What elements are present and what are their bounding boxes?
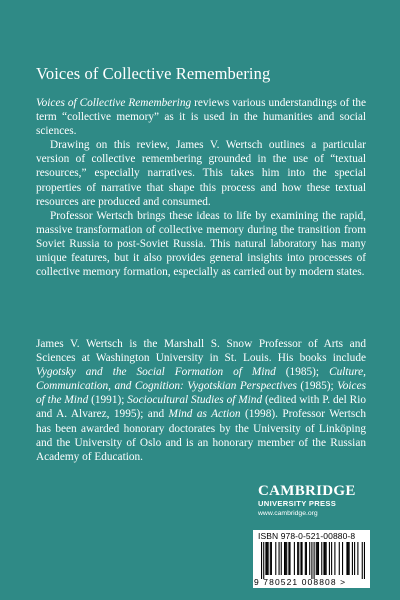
barcode-bar — [289, 542, 290, 575]
barcode-bar — [323, 542, 324, 575]
bio-text: (1985); — [275, 366, 330, 379]
publisher-name: CAMBRIDGE — [258, 483, 356, 499]
barcode-bar — [268, 542, 269, 575]
barcode-bar — [288, 542, 289, 575]
barcode-bar — [339, 542, 340, 575]
barcode-bar — [284, 542, 285, 575]
barcode-bar — [318, 542, 319, 575]
barcode-bar — [271, 542, 272, 575]
barcode-bar — [334, 542, 335, 575]
barcode-bar — [265, 542, 266, 575]
barcode-bar — [263, 542, 264, 579]
barcode-bar — [316, 542, 317, 575]
isbn-label: ISBN 978-0-521-00880-8 — [258, 531, 356, 541]
barcode-bar — [266, 542, 267, 575]
barcode-bar — [305, 542, 306, 575]
publisher-url: www.cambridge.org — [258, 510, 318, 517]
bio-text: (1991); — [88, 394, 128, 407]
barcode-digits: 9 780521 008808 > — [254, 577, 347, 587]
barcode-bar — [306, 542, 307, 575]
blurb-paragraph-1 — [36, 96, 366, 138]
barcode-bar — [349, 542, 350, 575]
barcode-bar — [270, 542, 271, 575]
barcode-bar — [281, 542, 282, 575]
blurb — [36, 96, 366, 279]
book-title: Voices of Collective Remembering — [36, 64, 271, 83]
barcode-bar — [261, 542, 262, 579]
barcode — [253, 530, 370, 588]
barcode-bar — [331, 542, 332, 575]
author-bio — [36, 337, 366, 464]
bio-book-title: Mind as Action — [168, 408, 241, 421]
bio-book-title: Vygotsky and the Social Formation of Mind — [36, 366, 276, 379]
barcode-bar — [297, 542, 298, 575]
barcode-bar — [357, 542, 358, 575]
barcode-bar — [302, 542, 303, 575]
barcode-bar — [311, 542, 312, 579]
bio-book-title: Culture, Communication, and Cognition: Vygotskian Perspectives — [36, 366, 366, 393]
barcode-bar — [346, 542, 347, 575]
barcode-bar — [329, 542, 330, 575]
barcode-bar — [317, 542, 318, 575]
blurb-paragraph-1-text: reviews various understandings of the term “collective memory” as it is used in the humanities and social sciences. — [36, 97, 367, 138]
barcode-bar — [342, 542, 343, 575]
barcode-bar — [294, 542, 295, 575]
bio-book-title: Sociocultural Studies of Mind — [127, 394, 263, 407]
barcode-bar — [298, 542, 299, 575]
publisher-logo — [258, 483, 368, 518]
blurb-paragraph-3: Professor Wertsch brings these ideas to life by examining the rapid, massive transformation of collective memory during the transition from Soviet Russia to post-Soviet Russia. This natural laboratory has many unique features, but it also provides general insights into processes of collective memory formation, especially as carried out by modern states. — [36, 209, 366, 279]
bio-text: (edited with P. del Rio and A. Alvarez, 1995); and — [36, 394, 367, 421]
bio-text: (1998). Professor Wertsch has been awarded honorary doctorates by the University of Linköping and the University of Oslo and is an honorary member of the Russian Academy of Education. — [36, 408, 366, 463]
barcode-bar — [309, 542, 310, 575]
blurb-title-italic: Voices of Collective Remembering — [36, 97, 192, 109]
bio-text: (1985); — [296, 380, 338, 393]
barcode-bar — [321, 542, 322, 575]
blurb-paragraph-2: Drawing on this review, James V. Wertsch outlines a particular version of collective remembering grounded in the use of “textual resources,” especially narratives. This takes him into the special properties of narrative that shape this process and how these textual resources are produced and consumed. — [36, 139, 366, 208]
barcode-bar — [314, 542, 315, 579]
barcode-bar — [364, 542, 365, 579]
barcode-bar — [362, 542, 363, 579]
barcode-bars — [261, 542, 365, 579]
barcode-bar — [300, 542, 301, 575]
barcode-bar — [285, 542, 286, 575]
barcode-bar — [352, 542, 353, 575]
barcode-bar — [326, 542, 327, 575]
barcode-bar — [324, 542, 325, 575]
barcode-bar — [354, 542, 355, 575]
barcode-bar — [347, 542, 348, 575]
bio-book-title: Voices of the Mind — [36, 380, 366, 407]
bio-text: James V. Wertsch is the Marshall S. Snow Professor of Arts and Sciences at Washington University in St. Louis. His books include — [36, 338, 366, 365]
barcode-bar — [279, 542, 280, 575]
barcode-bar — [286, 542, 287, 575]
publisher-subtitle: UNIVERSITY PRESS — [258, 499, 337, 508]
barcode-bar — [275, 542, 276, 575]
